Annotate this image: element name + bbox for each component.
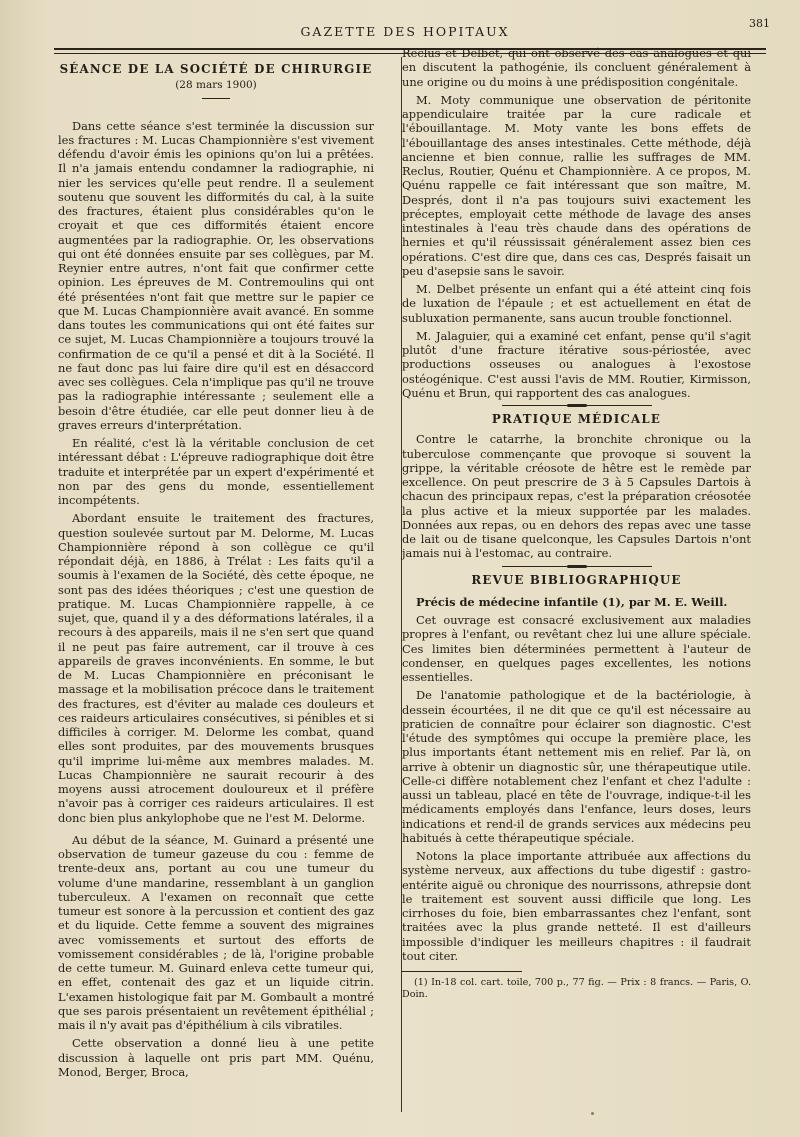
section-title-pratique: PRATIQUE MÉDICALE — [491, 412, 662, 426]
short-rule — [202, 98, 230, 99]
section-separator — [502, 566, 652, 567]
page-number: 381 — [749, 17, 770, 30]
left-column — [58, 58, 374, 1083]
paragraph: M. Delbet présente un enfant qui a été atteint cinq fois de luxation de l'épaule ; et est actuellement en état de subluxation permanente, sans aucun trouble fonctionnel. — [402, 282, 751, 325]
page-header — [40, 16, 770, 44]
paragraph: Abordant ensuite le traitement des fractures, question soulevée surtout par M. Delorme, M. Lucas Championnière répond à son collègue ce qu'il répondait déjà, en 1886, à Trélat : Les faits qu'il a soumis à l'examen de la Société, dès cette époque, ne sont pas des idées théoriques ; c'est une question de pratique. M. Lucas Championnière rappelle, à ce sujet, que, quand il y a des déformations latérales, il a recours à des appareils, mais il ne s'en sert que quand il ne peut pas faire autrement, car il trouve à ces appareils de graves inconvénients. En somme, le but de M. Lucas Championnière en préconisant le massage et la mobilisation précoce dans le traitement des fractures, est d'éviter au malade ces douleurs et ces raideurs articulaires consécutives, si pénibles et si difficiles à corriger. M. Delorme les combat, quand elles sont produites, par des mouvements brusques qu'il imprime lui-même aux membres malades. M. Lucas Championnière ne saurait recourir à des moyens aussi atrocement douloureux et il préfère n'avoir pas à corriger ces raideurs articulaires. Il est donc bien plus ankylophobe que ne l'est M. Delorme. — [58, 511, 374, 825]
section-date: (28 mars 1900) — [175, 79, 257, 92]
footnote-rule — [402, 971, 522, 972]
paragraph: Cet ouvrage est consacré exclusivement aux maladies propres à l'enfant, ou revêtant chez lui une allure spéciale. Ces limites bien déterminées permettent à l'auteur de condenser, en quelques pages excellentes, les notions essentielles. — [402, 613, 751, 684]
footnote: (1) In-18 col. cart. toile, 700 p., 77 fig. — Prix : 8 francs. — Paris, O. Doin. — [402, 977, 751, 1000]
paragraph: M. Jalaguier, qui a examiné cet enfant, pense qu'il s'agit plutôt d'une fracture itérative sous-périostée, avec productions osseuses ou analogues à l'exostose ostéogénique. C'est aussi l'avis de MM. Routier, Kirmisson, Quénu et Brun, qui rapportent des cas analogues. — [402, 328, 751, 400]
paper-speck — [591, 1112, 594, 1115]
paragraph: Contre le catarrhe, la bronchite chronique ou la tuberculose commençante que provoque si souvent la grippe, la véritable créosote de hêtre est le remède par excellence. On peut prescrire de 3 à 5 Capsules Dartois à chacun des principaux repas, c'est la préparation créosotée la plus active et la mieux supportée par les malades. Données aux repas, ou en dehors des repas avec une tasse de lait ou de tisane quelconque, les Capsules Dartois n'ont jamais nui à l'estomac, au contraire. — [402, 432, 751, 561]
paragraph: De l'anatomie pathologique et de la bactériologie, à dessein écourtées, il ne dit que ce qu'il est nécessaire au praticien de connaître pour éclairer son diagnostic. C'est l'étude des symptômes qui occupe la première place, les plus importants étant nettement mis en relief. Par là, on arrive à obtenir un diagnostic sûr, une thérapeutique utile. Celle-ci diffère notablement chez l'enfant et chez l'adulte : aussi un tableau, placé en tête de l'ouvrage, indique-t-il les médicaments employés dans l'enfance, leurs doses, leurs indications et rend-il de grands services aux médecins peu habitués à cette thérapeutique spéciale. — [402, 688, 751, 845]
book-title: Précis de médecine infantile (1), par M. E. Weill. — [416, 594, 728, 609]
paragraph: M. Moty communique une observation de péritonite appendiculaire traitée par la cure radicale et l'ébouillantage. M. Moty vante les bons effets de l'ébouillantage des anses intestinales. Cette méthode, déjà ancienne et bien connue, rallie les suffrages de MM. Reclus, Routier, Quénu et Championnière. A ce propos, M. Quénu rappelle ce fait intéressant que son maître, M. Després, dont il n'a pas toujours suivi exactement les préceptes, employait cette méthode de lavage des anses intestinales à l'eau très chaude dans des opérations de hernies et qu'il réussissait généralement assez bien ces opérations. C'est dire que, dans ces cas, Després faisait un peu d'asepsie sans le savoir. — [402, 92, 751, 278]
paragraph: En réalité, c'est là la véritable conclusion de cet intéressant débat : L'épreuve radiographique doit être traduite et interprétée par un expert d'expérimenté et non par des gens du monde, essentiellement incompétents. — [58, 436, 374, 507]
paragraph: Cette observation a donné lieu à une petite discussion à laquelle ont pris part MM. Quénu, Monod, Berger, Broca, — [58, 1036, 374, 1079]
journal-title: GAZETTE DES HOPITAUX — [300, 24, 510, 39]
section-title-revue: REVUE BIBLIOGRAPHIQUE — [471, 572, 682, 587]
paragraph: Notons la place importante attribuée aux affections du système nerveux, aux affections du tube digestif : gastro-entérite aiguë ou chronique des nourrissons, athrepsie dont le traitement est souvent aussi difficile que long. Les cirrhoses du foie, bien embarrassantes chez l'enfant, sont traitées avec la plus grande netteté. Il est d'ailleurs impossible d'indiquer les meilleurs chapitres : il faudrait tout citer. — [402, 849, 751, 963]
right-column — [402, 46, 751, 1001]
section-separator — [502, 405, 652, 406]
section-title-seance: SÉANCE DE LA SOCIÉTÉ DE CHIRURGIE — [59, 62, 373, 76]
paragraph: Au début de la séance, M. Guinard a présenté une observation de tumeur gazeuse du cou : femme de trente-deux ans, portant au cou une tumeur du volume d'une mandarine, ressemblant à un ganglion tuberculeux. A l'examen on reconnaît que cette tumeur est sonore à la percussion et contient des gaz et du liquide. Cette femme a souvent des migraines avec vomissements et surtout des efforts de vomissement considérables ; de là, l'origine probable de cette tumeur. M. Guinard enleva cette tumeur qui, en effet, contenait des gaz et un liquide citrin. L'examen histologique fait par M. Gombault a montré que ses parois présentaient un revêtement épithélial ; mais il n'y avait pas d'épithélium à cils vibratiles. — [58, 832, 374, 1032]
paragraph: Reclus et Delbet, qui ont observé des cas analogues et qui en discutent la pathogénie, ils concluent généralement à une origine ou du moins à une prédisposition congénitale. — [402, 46, 751, 89]
paragraph: Dans cette séance s'est terminée la discussion sur les fractures : M. Lucas Championnière s'est vivement défendu d'avoir émis les opinions qu'on lui a prêtées. Il n'a jamais entendu condamner la radiographie, ni nier les services qu'elle peut rendre. Il a seulement soutenu que souvent les difformités du cal, à la suite des fractures, étaient plus considérables qu'on le croyait et que ces difformités étaient encore augmentées par la radiographie. Or, les observations qui ont été données ensuite par ses collègues, par M. Reynier entre autres, n'ont fait que confirmer cette opinion. Les épreuves de M. Contremoulins qui ont été présentées n'ont fait que mettre sur le papier ce que M. Lucas Championnière avait avancé. En somme dans toutes les communications qui ont été faites sur ce sujet, M. Lucas Championnière a toujours trouvé la confirmation de ce qu'il a pensé et dit à la Société. Il ne faut donc pas lui faire dire qu'il est en désaccord avec ses collègues. Cela n'implique pas qu'il ne trouve pas la radiographie intéressante ; seulement elle a besoin d'être étudiée, car elle peut donner lieu à de graves erreurs d'interprétation. — [58, 118, 374, 432]
